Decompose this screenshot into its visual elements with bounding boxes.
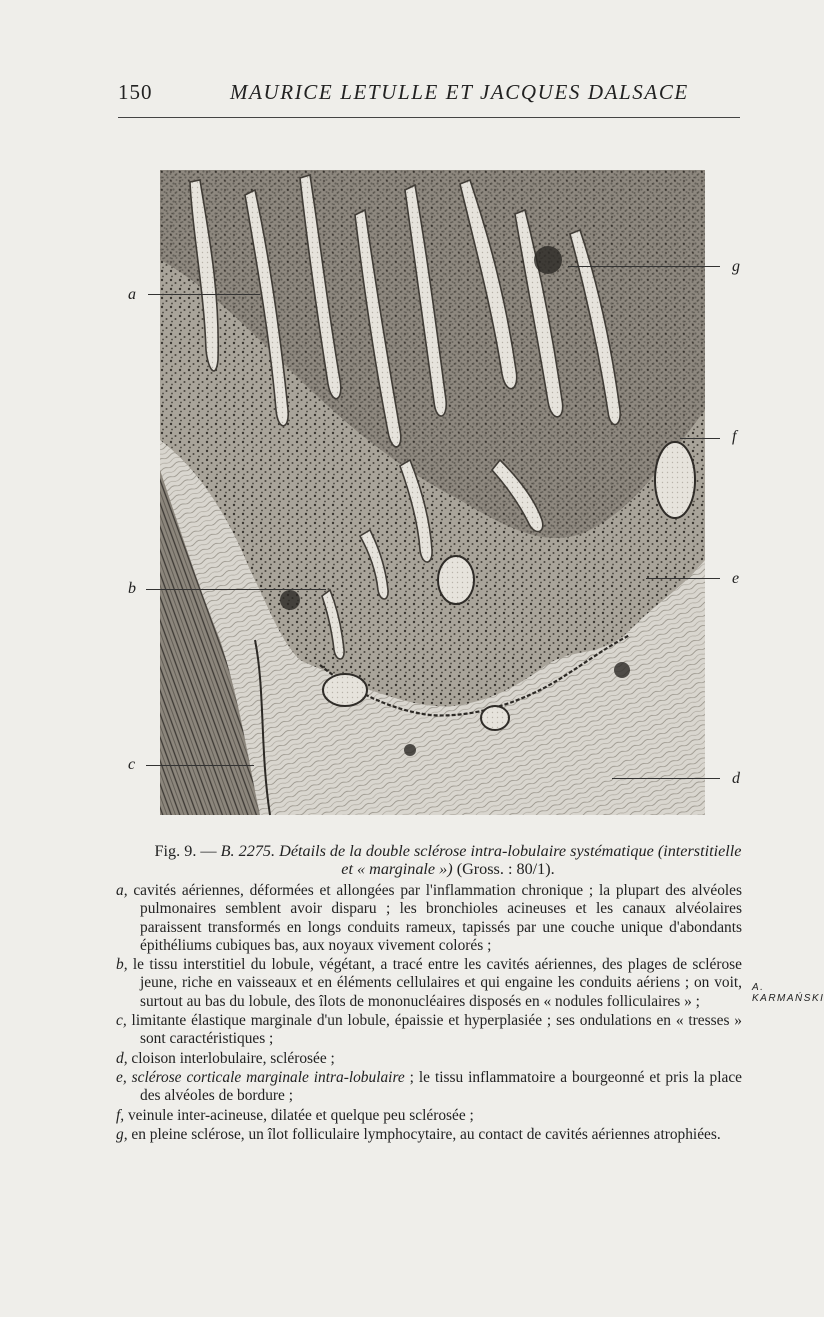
legend-text: cloison interlobulaire, sclérosée ;: [127, 1049, 335, 1067]
legend-key: g,: [116, 1125, 128, 1143]
leader-c: [146, 765, 254, 766]
legend-text: ; le tissu inflammatoire a bourgeonné et pris la place des alvéoles de bordure ;: [140, 1068, 743, 1105]
legend-text: veinule inter-acineuse, dilatée et quelque peu sclérosée ;: [124, 1106, 474, 1124]
legend-item-e: [116, 1069, 742, 1106]
header-rule: [118, 117, 740, 118]
legend-item-d: [116, 1050, 742, 1068]
legend-item-g: [116, 1126, 742, 1144]
legend-item-c: [116, 1012, 742, 1049]
artist-signature: A. KARMAŃSKI: [752, 982, 824, 1004]
legend-italic-text: sclérose corticale marginale intra-lobulaire: [131, 1068, 405, 1086]
callout-f: f: [732, 428, 737, 445]
caption-ref: B. 2275.: [220, 842, 276, 860]
legend-text: en pleine sclérose, un îlot folliculaire lymphocytaire, au contact de cavités aériennes atrophiées.: [127, 1125, 721, 1143]
legend-key: b,: [116, 956, 128, 974]
legend-item-f: [116, 1107, 742, 1125]
leader-f: [680, 438, 720, 439]
legend-key: e,: [116, 1068, 127, 1086]
legend-key: a,: [116, 882, 128, 899]
running-title: MAURICE LETULLE ET JACQUES DALSACE: [230, 80, 689, 104]
leader-g: [568, 266, 720, 267]
page-number: 150: [118, 80, 153, 104]
caption-title: Détails de la double sclérose intra-lobulaire systématique (interstitielle et « marginale »): [275, 842, 742, 878]
legend-text: le tissu interstitiel du lobule, végétant, a tracé entre les cavités aériennes, des plages de sclérose jeune, riche en vaisseaux et en éléments cellulaires et qui engaine les conduits aériens ; on voit, surtout au bas du lobule, des îlots de mononucléaires disposés en « nodules folliculaires » ;: [127, 956, 742, 1010]
legend-item-b: [116, 956, 742, 1011]
legend-text: limitante élastique marginale d'un lobule, épaissie et hyperplasiée ; ses ondulations en « tresses » sont caractéristiques ;: [126, 1012, 742, 1048]
figure-caption: [148, 842, 748, 878]
callout-d: d: [732, 770, 740, 787]
callout-e: e: [732, 570, 740, 587]
leader-d: [612, 778, 720, 779]
legend-item-a: [116, 882, 742, 955]
legend-key: c,: [116, 1012, 127, 1030]
callout-g: g: [732, 258, 740, 275]
caption-magnification: (Gross. : 80/1).: [452, 860, 555, 878]
running-header: [118, 78, 740, 108]
leader-e: [646, 578, 720, 579]
figure-legend: [116, 882, 742, 1145]
leader-b: [146, 589, 326, 590]
legend-key: f,: [116, 1106, 125, 1124]
legend-text: cavités aériennes, déformées et allongées par l'inflammation chronique ; la plupart des alvéoles pulmonaires semblent avoir disparu ; les bronchioles acineuses et les canaux alvéolaires paraissent transformés en longs conduits rameux, tapissés par une couche unique d'abondants épithéliums cubiques bas, aux noyaux vivement colorés ;: [127, 882, 742, 954]
leader-a: [148, 294, 260, 295]
caption-label: Fig. 9. —: [154, 842, 221, 860]
callout-b: b: [128, 580, 136, 597]
callout-c: c: [128, 756, 136, 773]
legend-key: d,: [116, 1049, 128, 1067]
callout-a: a: [128, 286, 136, 303]
